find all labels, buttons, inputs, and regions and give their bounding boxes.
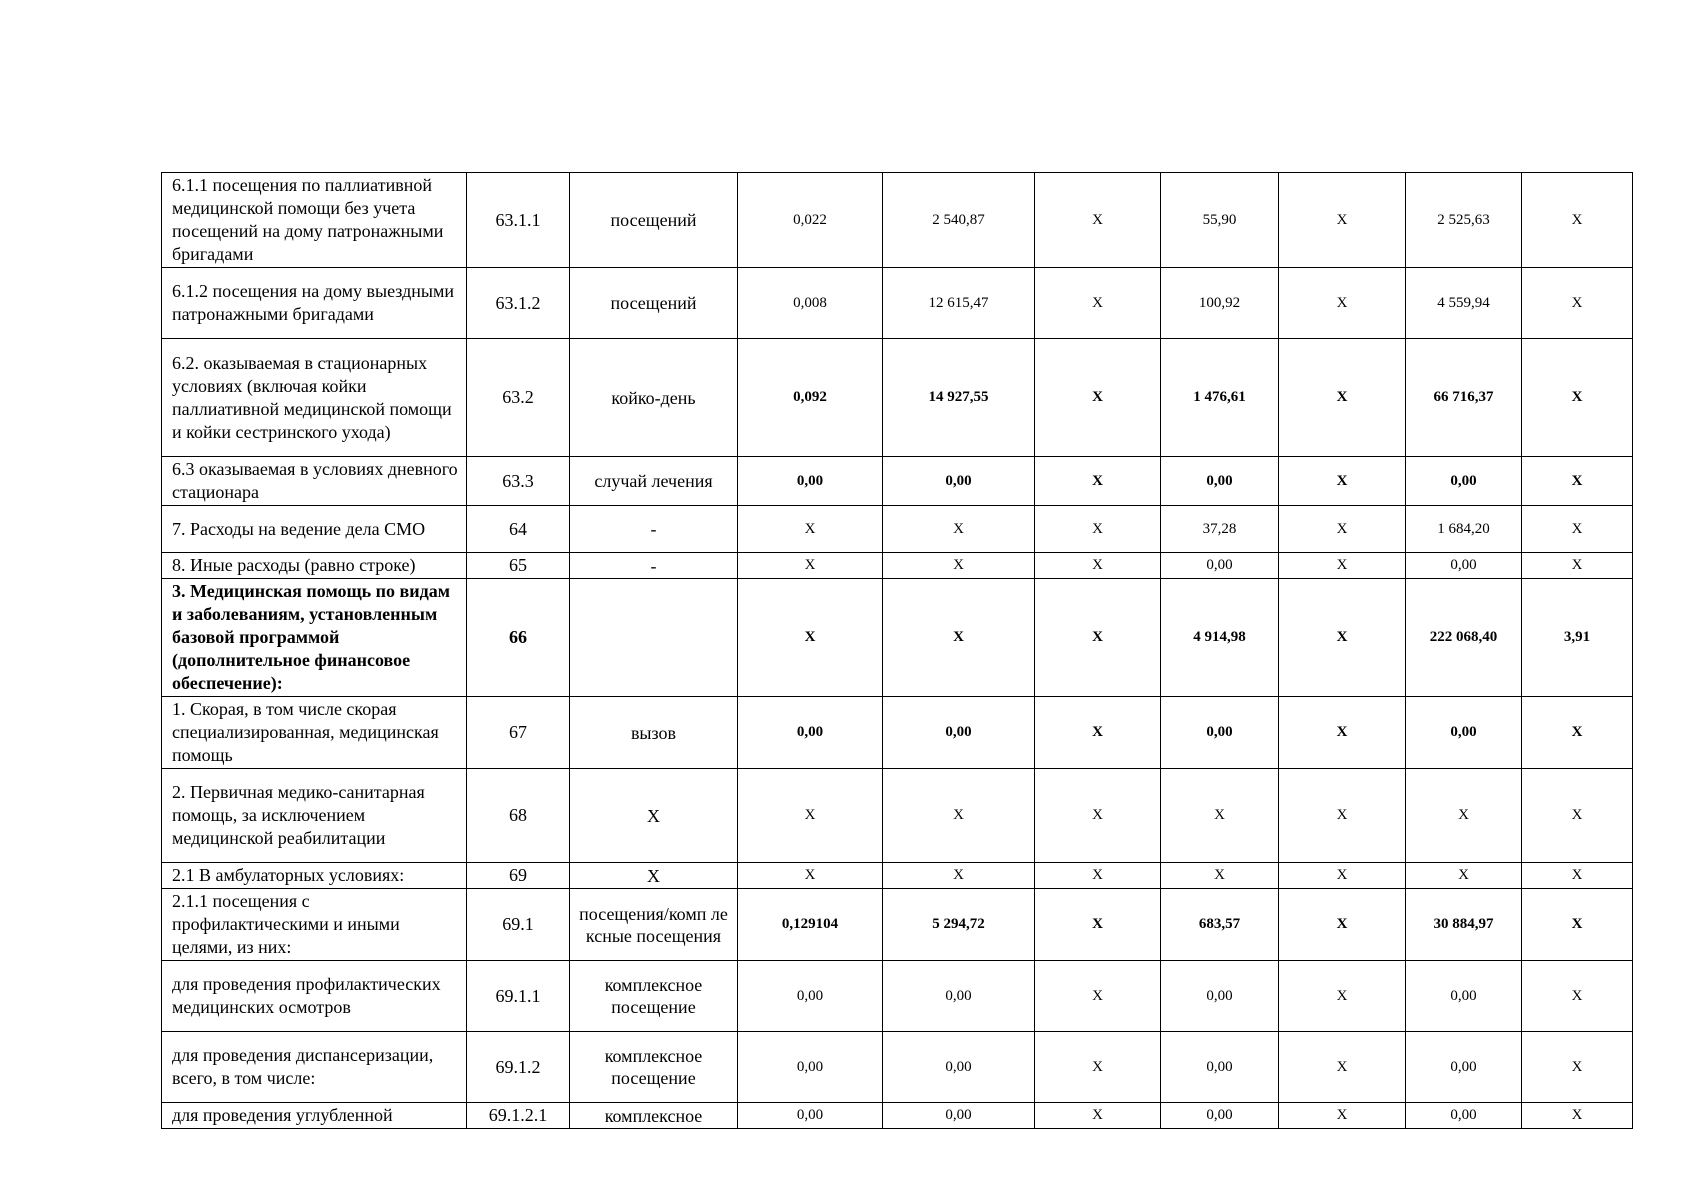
row-cell: X	[738, 769, 883, 863]
row-name: 6.1.1 посещения по паллиативной медицинской помощи без учета посещений на дому патронажными бригадами	[162, 173, 467, 268]
row-cell: X	[1279, 268, 1406, 339]
row-cell: 0,00	[738, 697, 883, 769]
row-code: 65	[467, 553, 570, 579]
row-cell: X	[1035, 579, 1161, 697]
table-row	[162, 457, 1633, 506]
row-unit: комплексное посещение	[570, 961, 738, 1032]
row-cell: 2 540,87	[883, 173, 1035, 268]
table-row	[162, 889, 1633, 961]
row-cell: X	[1279, 863, 1406, 889]
row-name: 2.1 В амбулаторных условиях:	[162, 863, 467, 889]
row-cell: 3,91	[1522, 579, 1633, 697]
row-cell: 0,00	[1161, 457, 1279, 506]
row-cell: 100,92	[1161, 268, 1279, 339]
row-cell: X	[1161, 863, 1279, 889]
row-cell: X	[1406, 769, 1522, 863]
table-row	[162, 268, 1633, 339]
row-cell: X	[1522, 173, 1633, 268]
row-cell: X	[883, 863, 1035, 889]
row-cell: 0,00	[1161, 1032, 1279, 1103]
row-cell: 0,00	[1161, 553, 1279, 579]
row-cell: 0,00	[1406, 457, 1522, 506]
row-unit: посещений	[570, 268, 738, 339]
row-cell: 0,00	[1406, 961, 1522, 1032]
row-cell: 222 068,40	[1406, 579, 1522, 697]
table-row	[162, 769, 1633, 863]
row-name: 1. Скорая, в том числе скорая специализированная, медицинская помощь	[162, 697, 467, 769]
row-cell: 66 716,37	[1406, 339, 1522, 457]
row-cell: 0,00	[1161, 961, 1279, 1032]
row-cell: X	[1035, 173, 1161, 268]
row-cell: 4 914,98	[1161, 579, 1279, 697]
row-cell: X	[1279, 697, 1406, 769]
row-unit: комплексное	[570, 1103, 738, 1129]
row-unit: -	[570, 553, 738, 579]
row-cell: X	[1161, 769, 1279, 863]
row-cell: X	[1035, 553, 1161, 579]
row-code: 63.2	[467, 339, 570, 457]
row-cell: 1 684,20	[1406, 506, 1522, 553]
row-cell: 14 927,55	[883, 339, 1035, 457]
row-name: для проведения углубленной	[162, 1103, 467, 1129]
table-row	[162, 506, 1633, 553]
row-cell: 0,00	[738, 961, 883, 1032]
row-cell: 0,00	[883, 697, 1035, 769]
row-cell: 2 525,63	[1406, 173, 1522, 268]
row-cell: X	[1279, 769, 1406, 863]
row-cell: X	[1279, 173, 1406, 268]
row-cell: 683,57	[1161, 889, 1279, 961]
row-cell: 37,28	[1161, 506, 1279, 553]
row-unit: комплексное посещение	[570, 1032, 738, 1103]
row-unit: посещения/комп ле ксные посещения	[570, 889, 738, 961]
row-cell: 30 884,97	[1406, 889, 1522, 961]
row-cell: X	[1279, 553, 1406, 579]
row-code: 69.1	[467, 889, 570, 961]
row-cell: X	[1035, 889, 1161, 961]
row-cell: 55,90	[1161, 173, 1279, 268]
table-row	[162, 553, 1633, 579]
row-cell: X	[883, 769, 1035, 863]
row-cell: X	[883, 506, 1035, 553]
row-cell: 0,092	[738, 339, 883, 457]
row-name: 6.2. оказываемая в стационарных условиях (включая койки паллиативной медицинской помощи и койки сестринского ухода)	[162, 339, 467, 457]
row-cell: 0,00	[883, 961, 1035, 1032]
row-cell: X	[1522, 863, 1633, 889]
row-unit: посещений	[570, 173, 738, 268]
row-cell: X	[1522, 1103, 1633, 1129]
row-cell: X	[1522, 339, 1633, 457]
row-cell: 0,00	[883, 1032, 1035, 1103]
row-code: 69.1.2.1	[467, 1103, 570, 1129]
row-cell: 1 476,61	[1161, 339, 1279, 457]
row-name: 8. Иные расходы (равно строке)	[162, 553, 467, 579]
row-code: 64	[467, 506, 570, 553]
row-cell: X	[1279, 506, 1406, 553]
row-cell: 0,00	[738, 1032, 883, 1103]
row-cell: 0,00	[738, 457, 883, 506]
row-cell: 0,00	[1406, 697, 1522, 769]
row-cell: X	[1522, 769, 1633, 863]
row-cell: X	[1522, 1032, 1633, 1103]
row-cell: X	[1279, 1103, 1406, 1129]
row-unit: вызов	[570, 697, 738, 769]
row-cell: X	[1035, 339, 1161, 457]
row-cell: X	[1522, 697, 1633, 769]
row-cell: X	[1522, 553, 1633, 579]
row-cell: X	[1279, 889, 1406, 961]
row-cell: X	[738, 506, 883, 553]
row-code: 63.3	[467, 457, 570, 506]
row-unit: X	[570, 769, 738, 863]
table-row	[162, 863, 1633, 889]
row-cell: X	[1035, 961, 1161, 1032]
table-row	[162, 173, 1633, 268]
row-cell: X	[1279, 961, 1406, 1032]
row-cell: X	[1522, 506, 1633, 553]
row-cell: 0,00	[738, 1103, 883, 1129]
row-cell: 12 615,47	[883, 268, 1035, 339]
row-cell: X	[1406, 863, 1522, 889]
row-code: 69.1.1	[467, 961, 570, 1032]
row-name: 2. Первичная медико-санитарная помощь, за исключением медицинской реабилитации	[162, 769, 467, 863]
row-code: 66	[467, 579, 570, 697]
row-code: 69	[467, 863, 570, 889]
row-name: для проведения диспансеризации, всего, в том числе:	[162, 1032, 467, 1103]
row-cell: X	[1522, 457, 1633, 506]
table-row	[162, 339, 1633, 457]
table-row	[162, 1103, 1633, 1129]
row-cell: X	[1279, 1032, 1406, 1103]
table-row	[162, 697, 1633, 769]
row-cell: 5 294,72	[883, 889, 1035, 961]
row-cell: X	[1035, 697, 1161, 769]
row-cell: X	[1035, 506, 1161, 553]
row-cell: X	[1279, 579, 1406, 697]
row-cell: 0,008	[738, 268, 883, 339]
row-cell: 0,00	[1161, 697, 1279, 769]
row-name: для проведения профилактических медицинских осмотров	[162, 961, 467, 1032]
row-unit: случай лечения	[570, 457, 738, 506]
document-page	[161, 172, 1633, 1129]
row-name: 6.3 оказываемая в условиях дневного стационара	[162, 457, 467, 506]
table-row	[162, 1032, 1633, 1103]
row-cell: X	[1035, 1032, 1161, 1103]
row-unit: X	[570, 863, 738, 889]
row-cell: X	[738, 863, 883, 889]
row-cell: 0,00	[883, 1103, 1035, 1129]
row-code: 67	[467, 697, 570, 769]
table-row	[162, 579, 1633, 697]
row-code: 68	[467, 769, 570, 863]
row-cell: X	[1522, 889, 1633, 961]
row-cell: X	[883, 579, 1035, 697]
row-cell: X	[1522, 961, 1633, 1032]
row-cell: X	[1035, 1103, 1161, 1129]
row-code: 63.1.1	[467, 173, 570, 268]
funding-table	[161, 172, 1633, 1129]
row-cell: X	[1522, 268, 1633, 339]
row-cell: X	[1035, 863, 1161, 889]
row-cell: 0,00	[1406, 1103, 1522, 1129]
row-cell: 4 559,94	[1406, 268, 1522, 339]
row-cell: 0,00	[1406, 553, 1522, 579]
row-cell: 0,00	[883, 457, 1035, 506]
row-name: 2.1.1 посещения с профилактическими и иными целями, из них:	[162, 889, 467, 961]
table-row	[162, 961, 1633, 1032]
row-name: 7. Расходы на ведение дела СМО	[162, 506, 467, 553]
row-cell: X	[1035, 268, 1161, 339]
row-cell: X	[1035, 769, 1161, 863]
row-unit: -	[570, 506, 738, 553]
row-cell: X	[1279, 457, 1406, 506]
row-cell: 0,022	[738, 173, 883, 268]
row-cell: X	[738, 553, 883, 579]
row-unit: койко-день	[570, 339, 738, 457]
row-cell: X	[883, 553, 1035, 579]
row-name: 6.1.2 посещения на дому выездными патронажными бригадами	[162, 268, 467, 339]
row-name: 3. Медицинская помощь по видам и заболеваниям, установленным базовой программой (дополнительное финансовое обеспечение):	[162, 579, 467, 697]
row-code: 63.1.2	[467, 268, 570, 339]
row-cell: X	[1279, 339, 1406, 457]
row-cell: 0,00	[1406, 1032, 1522, 1103]
row-code: 69.1.2	[467, 1032, 570, 1103]
row-unit	[570, 579, 738, 697]
row-cell: X	[738, 579, 883, 697]
row-cell: 0,00	[1161, 1103, 1279, 1129]
row-cell: 0,129104	[738, 889, 883, 961]
row-cell: X	[1035, 457, 1161, 506]
